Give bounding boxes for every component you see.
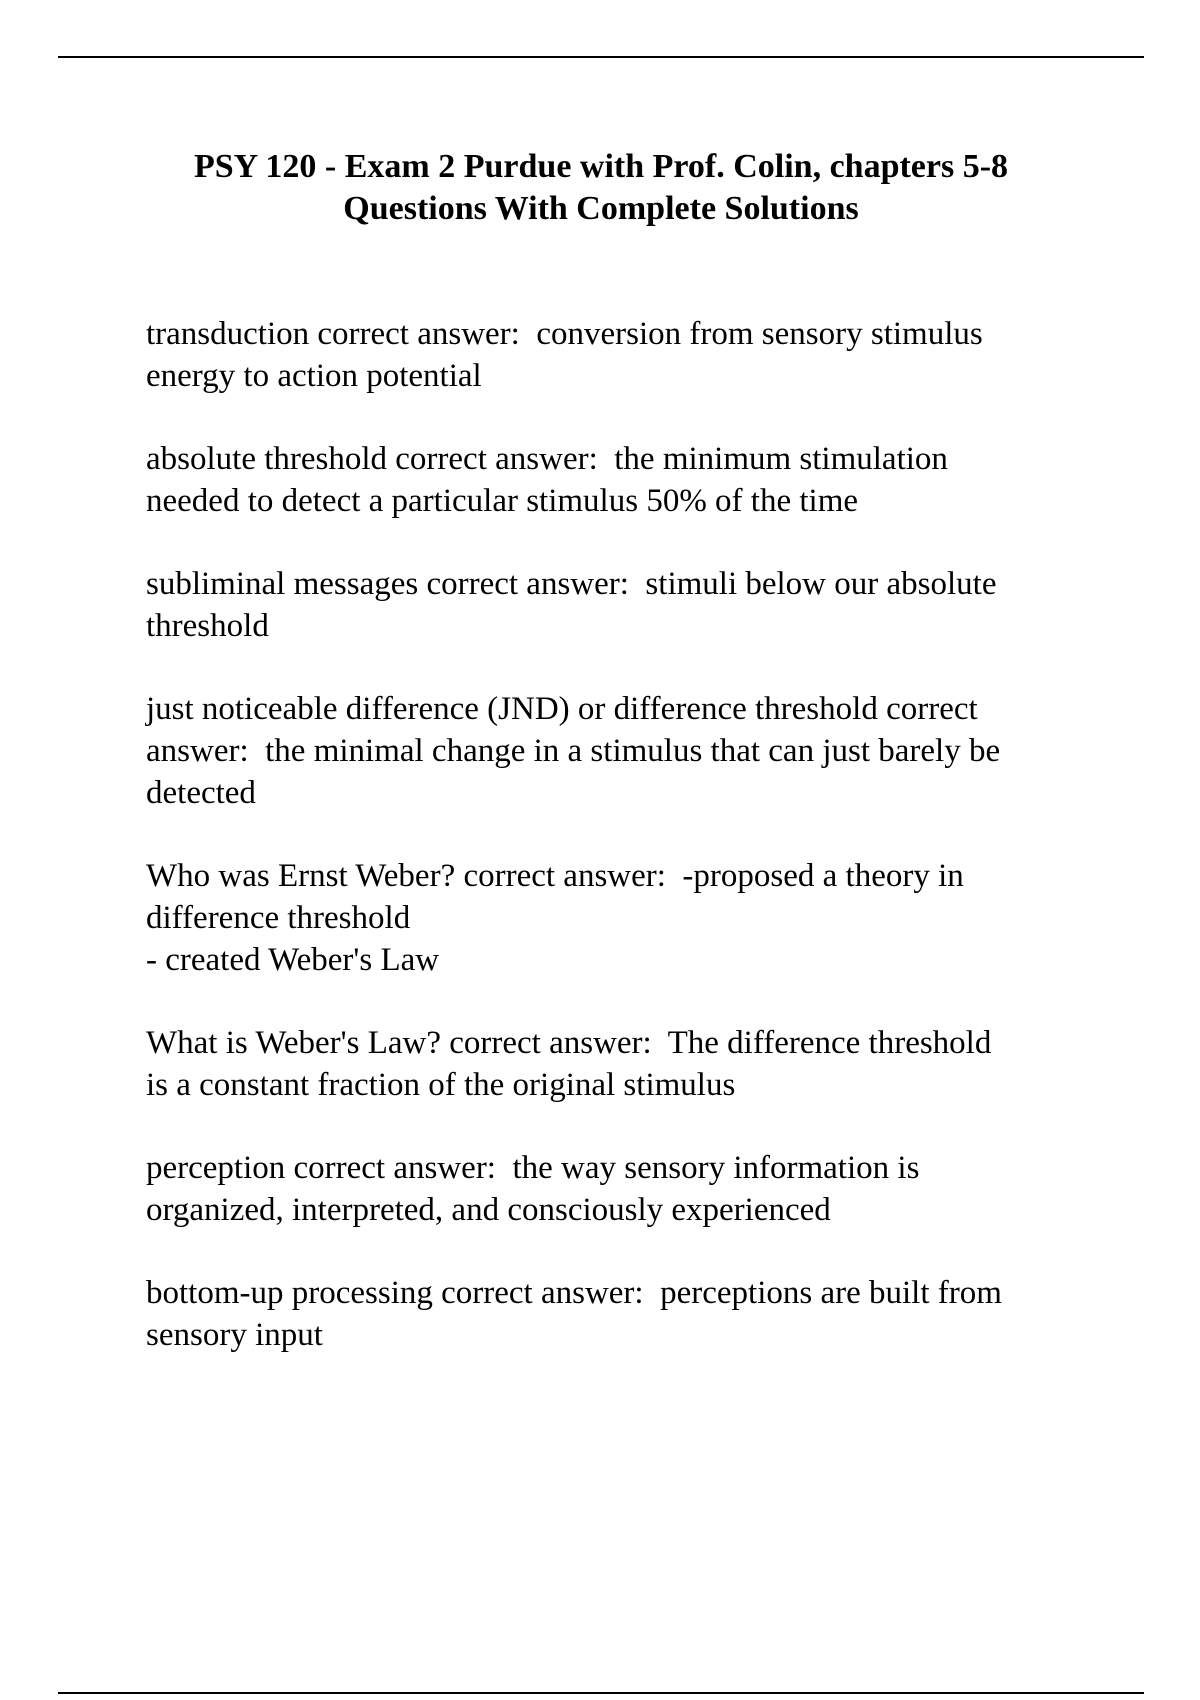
qa-line: just noticeable difference (JND) or difference threshold correct <box>146 691 978 727</box>
bottom-rule <box>58 1692 1144 1694</box>
qa-line: threshold <box>146 608 269 644</box>
qa-entry-perception <box>146 1147 1106 1231</box>
qa-line: Who was Ernst Weber? correct answer: -proposed a theory in <box>146 858 964 894</box>
document-title <box>58 146 1144 230</box>
qa-line: - created Weber's Law <box>146 942 440 978</box>
qa-line: difference threshold <box>146 900 411 936</box>
qa-line: is a constant fraction of the original stimulus <box>146 1067 736 1103</box>
qa-line: perception correct answer: the way sensory information is <box>146 1150 920 1186</box>
qa-line: needed to detect a particular stimulus 50% of the time <box>146 483 859 519</box>
qa-line: subliminal messages correct answer: stimuli below our absolute <box>146 566 997 602</box>
qa-line: sensory input <box>146 1317 323 1353</box>
title-line-2: Questions With Complete Solutions <box>343 190 859 227</box>
qa-entry-transduction <box>146 313 1106 397</box>
qa-entry-webers-law <box>146 1022 1106 1106</box>
qa-line: organized, interpreted, and consciously experienced <box>146 1192 831 1228</box>
qa-entry-jnd <box>146 688 1106 814</box>
qa-list <box>146 313 1106 1356</box>
qa-entry-subliminal-messages <box>146 563 1106 647</box>
title-line-1: PSY 120 - Exam 2 Purdue with Prof. Colin, chapters 5-8 <box>193 148 1009 185</box>
qa-entry-ernst-weber <box>146 855 1106 981</box>
qa-line: absolute threshold correct answer: the minimum stimulation <box>146 441 948 477</box>
qa-line: detected <box>146 775 256 811</box>
qa-line: transduction correct answer: conversion from sensory stimulus <box>146 316 983 352</box>
qa-entry-absolute-threshold <box>146 438 1106 522</box>
top-rule <box>58 56 1144 58</box>
qa-line: answer: the minimal change in a stimulus that can just barely be <box>146 733 1001 769</box>
qa-line: bottom-up processing correct answer: perceptions are built from <box>146 1275 1002 1311</box>
qa-entry-bottom-up-processing <box>146 1272 1106 1356</box>
qa-line: energy to action potential <box>146 358 482 394</box>
qa-line: What is Weber's Law? correct answer: The difference threshold <box>146 1025 992 1061</box>
